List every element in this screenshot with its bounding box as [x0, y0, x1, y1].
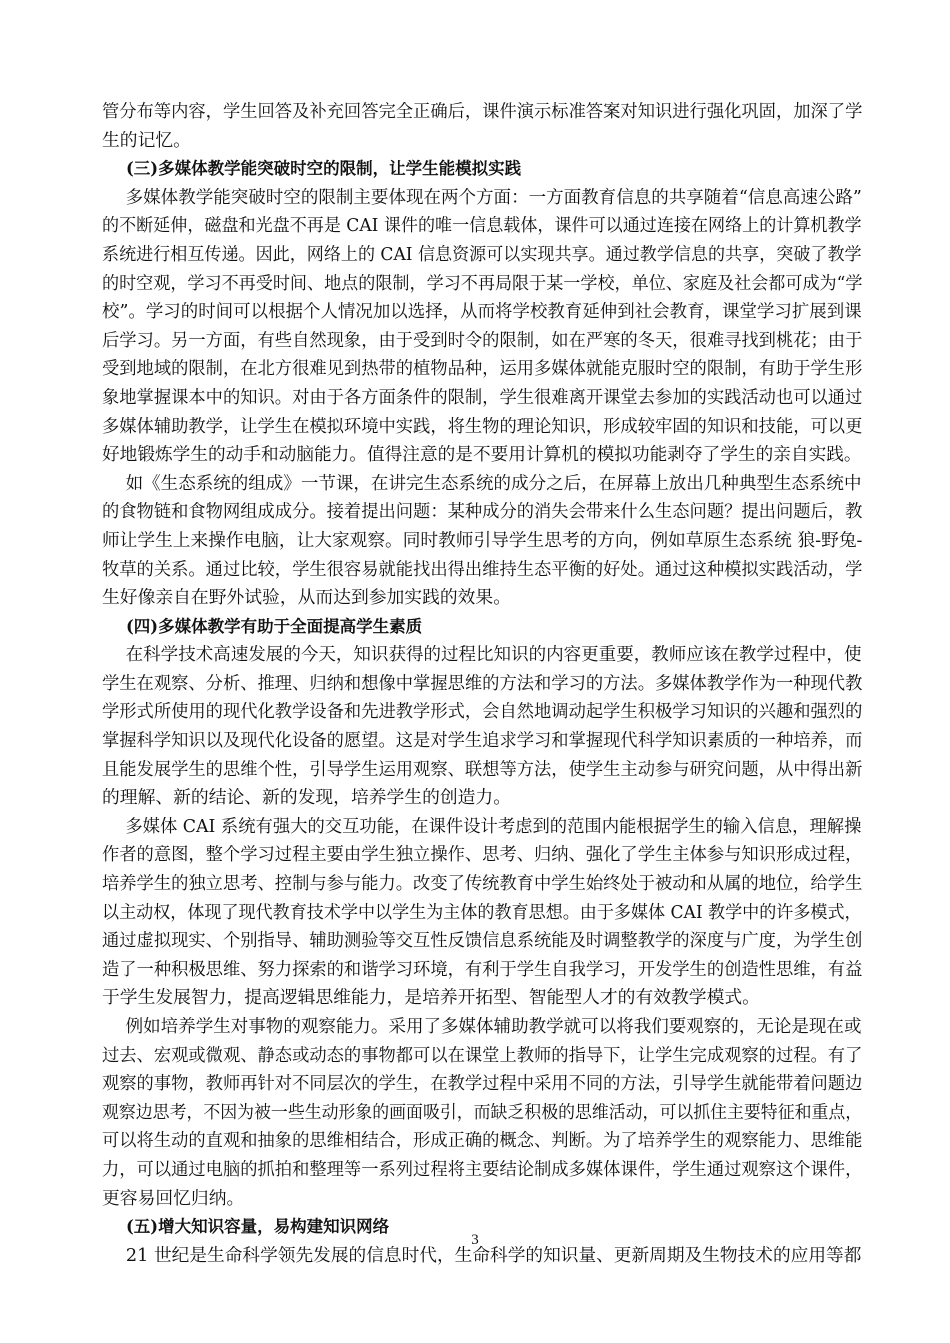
text-line: 更容易回忆归纳。: [102, 1187, 245, 1209]
text-line: 作者的意图，整个学习过程主要由学生独立操作、思考、归纳、强化了学生主体参与知识形成过程，: [102, 844, 863, 866]
text-line: 如《生态系统的组成》一节课，在讲完生态系统的成分之后，在屏幕上放出几种典型生态系统中: [125, 472, 862, 494]
text-line: 好地锻炼学生的动手和动脑能力。值得注意的是不要用计算机的模拟功能剥夺了学生的亲自实践。: [102, 444, 862, 466]
text-line: 象地掌握课本中的知识。对由于各方面条件的限制，学生很难离开课堂去参加的实践活动也可以通过: [102, 386, 863, 408]
body-text: [102, 98, 862, 1270]
text-line: 例如培养学生对事物的观察能力。采用了多媒体辅助教学就可以将我们要观察的，无论是现在或: [125, 1016, 862, 1037]
text-line: 过去、宏观或微观、静态或动态的事物都可以在课堂上教师的指导下，让学生完成观察的过程。有了: [102, 1044, 863, 1066]
text-line: 的食物链和食物网组成成分。接着提出问题：某种成分的消失会带来什么生态问题？提出问题后，教: [102, 501, 863, 523]
text-line: 21 世纪是生命科学领先发展的信息时代，生命科学的知识量、更新周期及生物技术的应用等都: [125, 1244, 862, 1266]
text-line: 可以将生动的直观和抽象的思维相结合，形成正确的概念、判断。为了培养学生的观察能力、思维能: [102, 1130, 863, 1152]
text-line: 的不断延伸，磁盘和光盘不再是 CAI 课件的唯一信息载体，课件可以通过连接在网络上的计算机教学: [102, 215, 862, 237]
text-line: 的时空观，学习不再受时间、地点的限制，学习不再局限于某一学校，单位、家庭及社会都可成为“学: [102, 272, 863, 294]
text-line: 以主动权，体现了现代教育技术学中以学生为主体的教育思想。由于多媒体 CAI 教学中的许多模式，: [102, 901, 862, 923]
section-heading: (四)多媒体教学有助于全面提高学生素质: [126, 616, 423, 636]
text-line: 造了一种积极思维、努力探索的和谐学习环境，有利于学生自我学习，开发学生的创造性思维，有益: [102, 958, 863, 980]
text-line: 且能发展学生的思维个性，引导学生运用观察、联想等方法，使学生主动参与研究问题，从中得出新: [102, 758, 863, 780]
text-line: 于学生发展智力，提高逻辑思维能力，是培养开拓型、智能型人才的有效教学模式。: [102, 987, 760, 1009]
text-line: 观察的事物，教师再针对不同层次的学生，在教学过程中采用不同的方法，引导学生就能带着问题边: [102, 1073, 863, 1095]
text-line: 学生在观察、分析、推理、归纳和想像中掌握思维的方法和学习的方法。多媒体教学作为一种现代教: [102, 672, 863, 694]
text-line: 的理解、新的结论、新的发现，培养学生的创造力。: [102, 787, 511, 809]
text-line: 后学习。另一方面，有些自然现象，由于受到时令的限制，如在严寒的冬天，很难寻找到桃花；由于: [102, 329, 863, 351]
text-line: 多媒体教学能突破时空的限制主要体现在两个方面：一方面教育信息的共享随着“信息高速公路”: [125, 186, 862, 208]
text-line: 系统进行相互传递。因此，网络上的 CAI 信息资源可以实现共享。通过教学信息的共享，突破了教学: [102, 243, 862, 265]
text-line: 管分布等内容，学生回答及补充回答完全正确后，课件演示标准答案对知识进行强化巩固，加深了学: [102, 101, 863, 122]
page-number: 3: [471, 1232, 479, 1248]
text-line: 观察边思考，不因为被一些生动形象的画面吸引，而缺乏积极的思维活动，可以抓住主要特征和重点，: [102, 1101, 863, 1123]
text-line: 校”。学习的时间可以根据个人情况加以选择，从而将学校教育延伸到社会教育，课堂学习扩展到课: [102, 301, 862, 323]
section-heading: (三)多媒体教学能突破时空的限制，让学生能模拟实践: [126, 159, 522, 179]
text-line: 多媒体 CAI 系统有强大的交互功能，在课件设计考虑到的范围内能根据学生的输入信息，理解操: [125, 815, 862, 837]
text-line: 掌握科学知识以及现代化设备的愿望。这是对学生追求学习和掌握现代科学知识素质的一种培养，而: [102, 730, 863, 752]
section-heading: (五)增大知识容量，易构建知识网络: [126, 1217, 390, 1237]
text-line: 培养学生的独立思考、控制与参与能力。改变了传统教育中学生始终处于被动和从属的地位，给学生: [102, 873, 863, 895]
text-line: 学形式所使用的现代化教学设备和先进教学形式，会自然地调动起学生积极学习知识的兴趣和强烈的: [102, 701, 863, 723]
text-line: 力，可以通过电脑的抓拍和整理等一系列过程将主要结论制成多媒体课件，学生通过观察这个课件，: [102, 1158, 863, 1180]
text-line: 受到地域的限制，在北方很难见到热带的植物品种，运用多媒体就能克服时空的限制，有助于学生形: [102, 358, 863, 380]
text-line: 通过虚拟现实、个别指导、辅助测验等交互性反馈信息系统能及时调整教学的深度与广度，为学生创: [102, 930, 863, 952]
text-line: 生好像亲自在野外试验，从而达到参加实践的效果。: [102, 587, 511, 609]
text-line: 在科学技术高速发展的今天，知识获得的过程比知识的内容更重要，教师应该在教学过程中，使: [125, 644, 862, 666]
text-line: 牧草的关系。通过比较，学生很容易就能找出得出维持生态平衡的好处。通过这种模拟实践活动，学: [102, 558, 863, 580]
text-line: 师让学生上来操作电脑，让大家观察。同时教师引导学生思考的方向，例如草原生态系统 狼-野兔-: [102, 529, 863, 551]
text-line: 生的记忆。: [102, 129, 191, 151]
text-line: 多媒体辅助教学，让学生在模拟环境中实践，将生物的理论知识，形成较牢固的知识和技能，可以更: [102, 415, 863, 437]
